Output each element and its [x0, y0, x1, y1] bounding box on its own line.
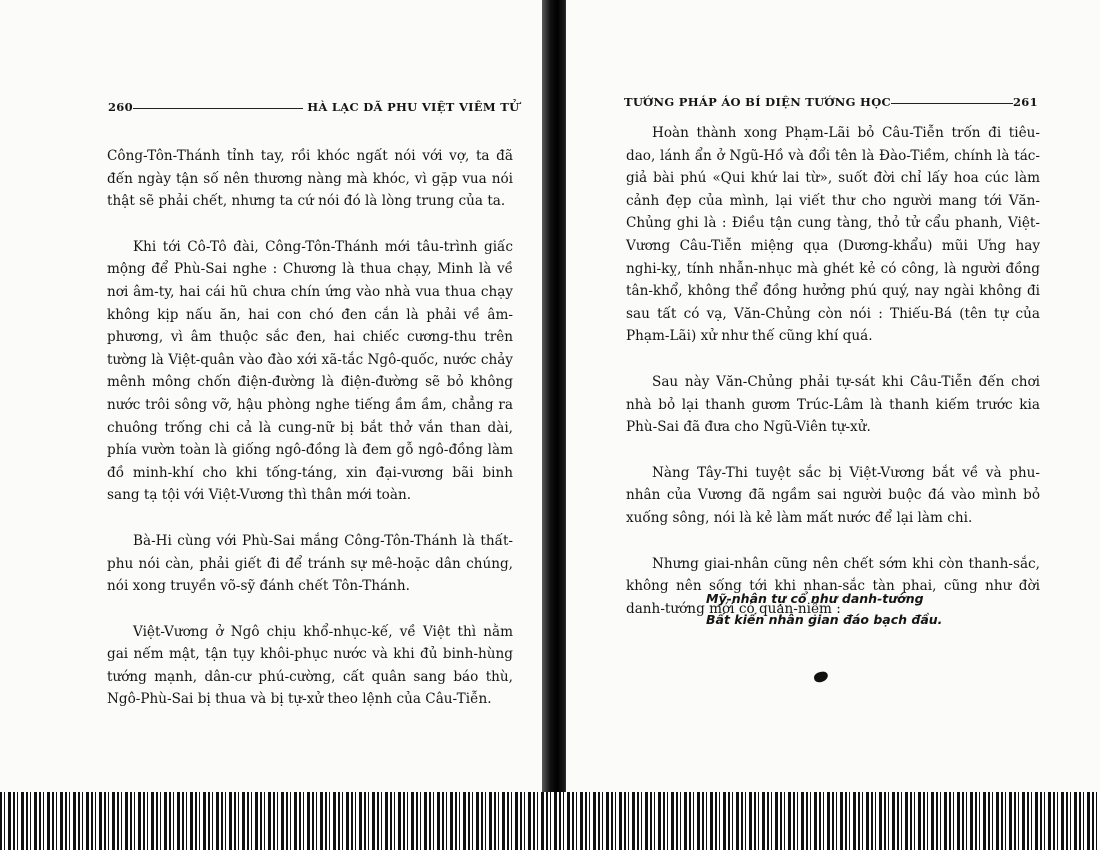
left-page-header: [108, 100, 519, 114]
paragraph: Hoàn thành xong Phạm-Lãi bỏ Câu-Tiễn trốn đi tiêu-dao, lánh ẩn ở Ngũ-Hồ và đổi tên là Đào-Tiềm, chính là tác-giả bài phú «Qui khứ lai từ», suốt đời chỉ lấy hoa cúc làm cảnh đẹp của mình, lại viết thư cho người mang tới Văn-Chủng ghi là : Điều tận cung tàng, thỏ tử cẩu phanh, Việt-Vương Câu-Tiễn miệng qụa (Dương-khẩu) mũi Ưng hay nghi-kỵ, tính nhẫn-nhục mà ghét kẻ có công, là người đồng tân-khổ, không thể đồng hưởng phú quý, nay ngài không đi sau tất có vạ, Văn-Chủng còn nói : Thiếu-Bá (tên tự của Phạm-Lãi) xử như thế cũng khí quá.: [626, 125, 1040, 345]
ornament-icon: [813, 671, 829, 684]
left-page: [0, 0, 548, 850]
poem-line: Mỹ-nhân tự cổ như danh-tướng: [706, 591, 924, 606]
right-body-text: [626, 122, 1040, 643]
poem-couplet: [706, 588, 942, 630]
right-page: [566, 0, 1100, 850]
left-running-title: HÀ LẠC DÃ PHU VIỆT VIÊM TỬ: [307, 100, 520, 114]
scan-barcode-strip: [0, 792, 1100, 850]
paragraph: Nhưng giai-nhân cũng nên chết sớm khi còn thanh-sắc, không nên sống tới khi nhan-sắc tàn phai, cũng như đời danh-tướng mới có quan-niệm :: [626, 555, 1040, 617]
paragraph: Việt-Vương ở Ngô chịu khổ-nhục-kế, về Việt thì nằm gai nếm mật, tận tụy khôi-phục nước và khi đủ binh-hùng tướng mạnh, dân-cư phú-cường, cất quân sang báo thù, Ngô-Phù-Sai bị thua và bị tự-xử theo lệnh của Câu-Tiễn.: [107, 623, 513, 708]
paragraph: Bà-Hi cùng với Phù-Sai mắng Công-Tôn-Thánh là thất-phu nói càn, phải giết đi để tránh sự mê-hoặc dân chúng, nói xong truyền võ-sỹ đánh chết Tôn-Thánh.: [107, 532, 513, 595]
header-rule: [891, 103, 1013, 104]
paragraph: Khi tới Cô-Tô đài, Công-Tôn-Thánh mới tâu-trình giấc mộng để Phù-Sai nghe : Chương là thua chạy, Minh là về nơi âm-ty, hai cái hũ chưa chín ứng vào nhà vua thua chạy không kịp nấu ăn, hai con chó đen cắn là phải về âm-phương, vì âm thuộc sắc đen, hai chiếc cương-thu trên tường là Việt-quân vào đào xới xã-tắc Ngô-quốc, nước chảy mênh mông chốn điện-đường là điện-đường sẽ bỏ không nước trôi sông vỡ, hậu phòng nghe tiếng ầm ầm, chẳng ra chuông trống chi cả là cung-nữ bị bắt thở vắn than dài, phía vườn toàn là giống ngô-đồng là đem gỗ ngô-đồng làm đồ minh-khí cho khi tống-táng, xin đại-vương bãi binh sang tạ tội với Việt-Vương thì thân mới toàn.: [107, 238, 513, 504]
right-running-title: TƯỚNG PHÁP ÁO BÍ DIỆN TƯỚNG HỌC: [624, 95, 891, 109]
left-page-number: 260: [108, 100, 133, 114]
paragraph: Công-Tôn-Thánh tỉnh tay, rồi khóc ngất nói với vợ, ta đã đến ngày tận số nên thương nàng mà khóc, vì gặp vua nói thật sẽ phải chết, nhưng ta cứ nói đó là lòng trung của ta.: [107, 148, 513, 210]
left-body-text: [107, 145, 513, 734]
right-page-number: 261: [1012, 95, 1038, 109]
paragraph: Nàng Tây-Thi tuyệt sắc bị Việt-Vương bắt về và phu-nhân của Vương đã ngầm sai người buộc đá vào mình bỏ xuống sông, nói là kẻ làm mất nước để lại làm chi.: [626, 464, 1040, 526]
paragraph: Sau này Văn-Chủng phải tự-sát khi Câu-Tiễn đến chơi nhà bỏ lại thanh gươm Trúc-Lâm là thanh kiếm trước kia Phù-Sai đã đưa cho Ngũ-Viên tự-xử.: [626, 373, 1040, 436]
header-rule: [133, 108, 303, 109]
right-page-header: [624, 95, 1038, 109]
poem-line: Bất kiến nhân gian đáo bạch đầu.: [706, 612, 943, 627]
